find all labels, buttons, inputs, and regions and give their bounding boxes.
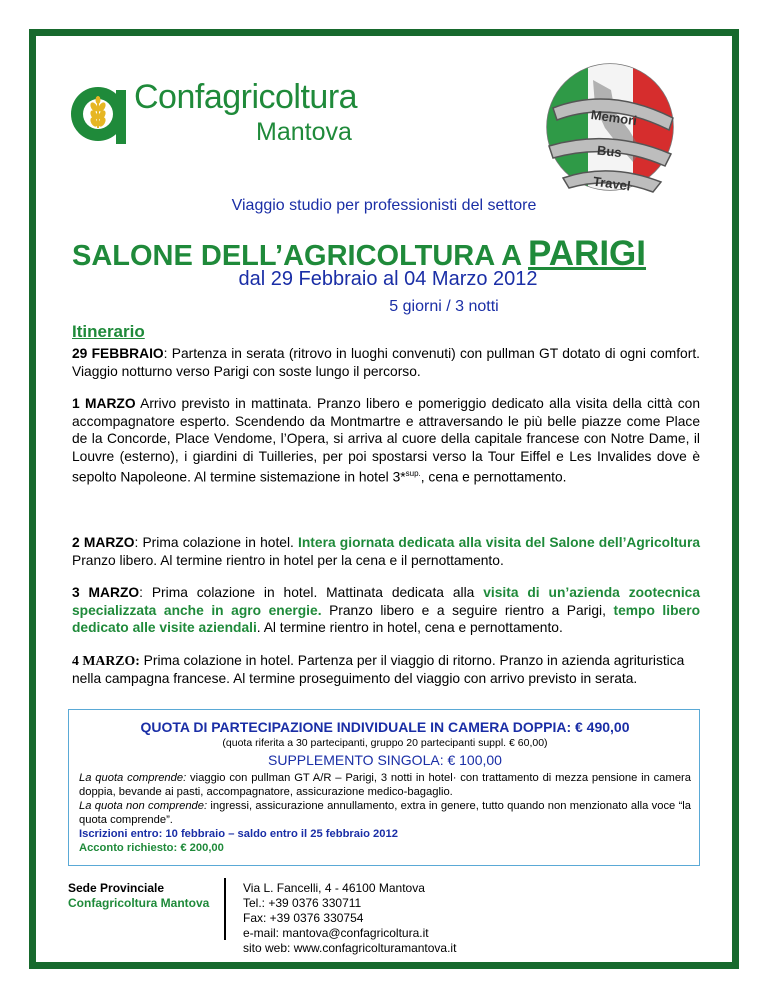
- excludes-label: La quota non comprende:: [79, 800, 208, 812]
- registration-deadline: Iscrizioni entro: 10 febbraio – saldo entro il 25 febbraio 2012: [79, 828, 398, 840]
- price-details: [79, 771, 691, 855]
- day-sup: sup.: [405, 469, 421, 479]
- day-text: : Prima colazione in hotel.: [134, 535, 299, 550]
- title-main: SALONE DELL’AGRICOLTURA A: [72, 240, 523, 272]
- footer-email[interactable]: e-mail: mantova@confagricoltura.it: [243, 926, 429, 940]
- price-title: QUOTA DI PARTECIPAZIONE INDIVIDUALE IN CAMERA DOPPIA: € 490,00: [140, 719, 630, 735]
- trip-dates: dal 29 Febbraio al 04 Marzo 2012: [238, 268, 538, 290]
- price-note: (quota riferita a 30 partecipanti, gruppo 20 partecipanti suppl. € 60,00): [222, 737, 548, 749]
- footer-office-org: Confagricoltura Mantova: [68, 896, 210, 910]
- footer-fax: Fax: +39 0376 330754: [243, 911, 364, 925]
- itinerary-day-5: [72, 652, 700, 687]
- price-box: [68, 709, 700, 866]
- badge-word-bus: Bus: [596, 142, 623, 161]
- day-highlight: visita di un’azienda zootecnica specializzata anche in agro energie.: [72, 585, 700, 618]
- day-date: 2 MARZO: [72, 535, 135, 550]
- deposit-amount: Acconto richiesto: € 200,00: [79, 842, 224, 854]
- day-date: 3 MARZO: [72, 585, 140, 600]
- confagricoltura-logo: [68, 76, 388, 151]
- itinerary-day-2: [72, 395, 700, 487]
- day-text-end: , cena e pernottamento.: [420, 469, 567, 485]
- day-text-end: Pranzo libero. Al termine rientro in hotel per la cena e il pernottamento.: [72, 552, 504, 568]
- itinerary-day-3: [72, 534, 700, 569]
- footer-office-title: Sede Provinciale: [68, 881, 165, 895]
- day-date: 1 MARZO: [72, 396, 136, 411]
- logo-mark-icon: [68, 76, 130, 148]
- trip-duration: 5 giorni / 3 notti: [389, 298, 499, 315]
- day-date: 29 FEBBRAIO: [72, 346, 164, 361]
- footer-office: [68, 881, 209, 911]
- memori-bus-travel-badge: [533, 50, 688, 205]
- day-text: Arrivo previsto in mattinata. Pranzo libero e pomeriggio dedicato alla visita della città con accompagnatore esperto. Scendendo da Montmartre e attraversando le più belle piazze come Place de la Concorde, Place Vendome, l’Opera, si arriva al cuore della capitale francese con Notre Dame, il Louvre (esterno), i giardini di Tuilleries, per poi spostarsi verso la Tour Eiffel e Les Invalides dove è sepolto Napoleone. Al termine sistemazione in hotel 3*: [72, 396, 700, 485]
- excludes-text: ingressi, assicurazione annullamento, extra in genere, tutto quando non menzionato alla voce “la quota comprende”.: [79, 800, 692, 826]
- page-subtitle: Viaggio studio per professionisti del settore: [231, 197, 537, 214]
- title-city: PARIGI: [528, 234, 647, 273]
- itinerary-heading: Itinerario: [72, 322, 145, 341]
- itinerary-day-4: [72, 584, 700, 637]
- footer-website[interactable]: sito web: www.confagricolturamantova.it: [243, 941, 457, 955]
- globe-icon: [533, 50, 688, 205]
- footer-address: Via L. Fancelli, 4 - 46100 Mantova: [243, 881, 425, 895]
- logo-brand-name: Confagricoltura: [134, 78, 358, 116]
- day-highlight-2: tempo libero dedicato alle visite aziendali: [72, 602, 700, 636]
- badge-word-travel: Travel: [592, 173, 632, 194]
- single-supplement: SUPPLEMENTO SINGOLA: € 100,00: [268, 752, 502, 768]
- day-text: Prima colazione in hotel. Partenza per il viaggio di ritorno. Pranzo in azienda agrituristica nella campagna francese. Al termine proseguimento del viaggio con arrivo previsto in serata.: [72, 653, 685, 686]
- includes-text: viaggio con pullman GT A/R – Parigi, 3 notti in hotel· con trattamento di mezza pensione in camera doppia, bevande ai pasti, accompagnatore, assicurazione medico-bagaglio.: [79, 772, 691, 798]
- day-text: : Partenza in serata (ritrovo in luoghi convenuti) con pullman GT dotato di ogni comfort. Viaggio notturno verso Parigi con soste lungo il percorso.: [72, 346, 700, 379]
- footer-divider: [224, 878, 226, 940]
- badge-word-memori: Memori: [589, 106, 638, 129]
- footer-contacts: [243, 881, 456, 956]
- page-frame: [29, 29, 739, 969]
- itinerary-day-1: [72, 345, 700, 380]
- includes-label: La quota comprende:: [79, 772, 187, 784]
- day-highlight: Intera giornata dedicata alla visita del Salone dell’Agricoltura: [298, 535, 701, 550]
- logo-city-name: Mantova: [256, 118, 352, 146]
- day-date: 4 MARZO:: [72, 653, 140, 668]
- day-text-mid: Pranzo libero e a seguire rientro a Parigi,: [321, 602, 614, 618]
- footer-tel: Tel.: +39 0376 330711: [243, 896, 362, 910]
- day-text: : Prima colazione in hotel. Mattinata dedicata alla: [139, 585, 484, 600]
- day-text-end: . Al termine rientro in hotel, cena e pernottamento.: [256, 620, 563, 636]
